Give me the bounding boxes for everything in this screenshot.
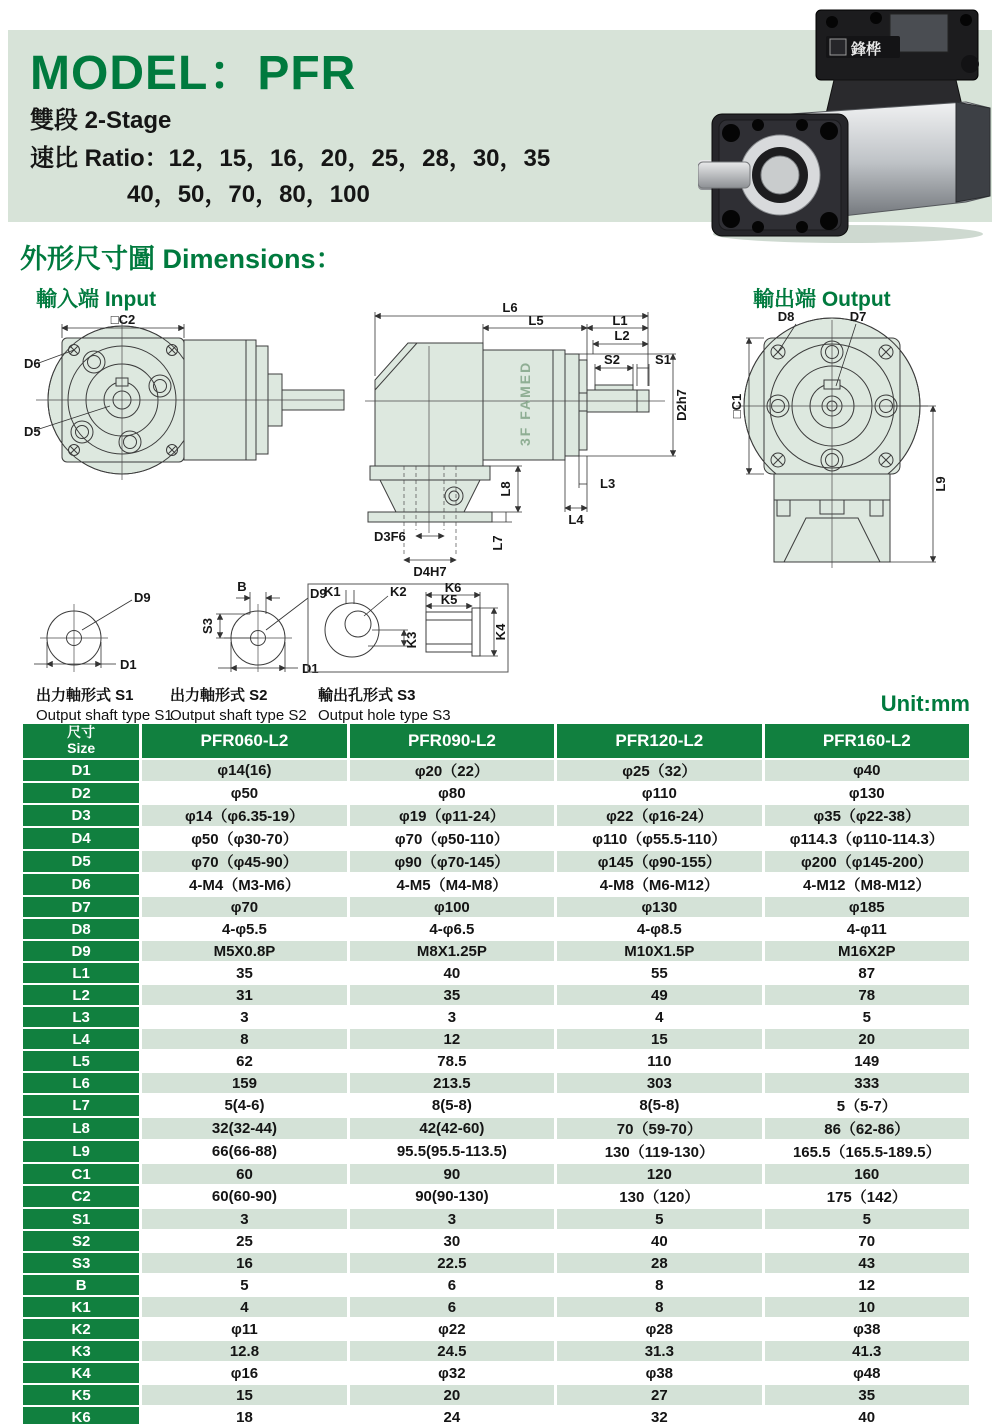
size-label-cell: K1 — [23, 1297, 139, 1317]
value-cell: 20 — [765, 1029, 969, 1049]
value-cell: φ70（φ45-90） — [142, 851, 346, 872]
value-cell: 24 — [350, 1407, 554, 1424]
value-cell: φ70（φ50-110） — [350, 828, 554, 849]
value-cell: 28 — [557, 1253, 761, 1273]
value-cell: 5 — [765, 1007, 969, 1027]
dim-label-s3-k2: K2 — [390, 584, 407, 599]
size-label-cell: D8 — [23, 919, 139, 939]
photo-brand-label: 鋒桦 — [851, 41, 882, 58]
caption-s2 — [170, 686, 307, 725]
value-cell: φ80 — [350, 783, 554, 803]
value-cell: 5 — [765, 1209, 969, 1229]
value-cell: 3 — [350, 1007, 554, 1027]
value-cell: 32(32-44) — [142, 1118, 346, 1139]
size-label-cell: K6 — [23, 1407, 139, 1424]
value-cell: φ14（φ6.35-19） — [142, 805, 346, 826]
side-view-drawing — [360, 298, 692, 586]
value-cell: 3 — [142, 1209, 346, 1229]
value-cell: φ48 — [765, 1363, 969, 1383]
table-row — [23, 1297, 969, 1317]
value-cell: 10 — [765, 1297, 969, 1317]
table-row — [23, 1385, 969, 1405]
value-cell: φ130 — [765, 783, 969, 803]
table-body — [23, 760, 969, 1424]
size-label-cell: C1 — [23, 1164, 139, 1184]
value-cell: 87 — [765, 963, 969, 983]
table-row — [23, 1095, 969, 1116]
size-label-cell: L8 — [23, 1118, 139, 1139]
dim-label-s2-b: B — [237, 580, 247, 594]
table-row — [23, 805, 969, 826]
size-label-cell: B — [23, 1275, 139, 1295]
table-row — [23, 1073, 969, 1093]
spec-table — [20, 722, 972, 1424]
value-cell: 78 — [765, 985, 969, 1005]
value-cell: 42(42-60) — [350, 1118, 554, 1139]
value-cell: 4-M5（M4-M8） — [350, 874, 554, 895]
value-cell: 66(66-88) — [142, 1141, 346, 1162]
size-label-cell: L7 — [23, 1095, 139, 1116]
dim-label-l6: L6 — [502, 300, 518, 315]
table-row — [23, 1007, 969, 1027]
value-cell: 4-M12（M8-M12） — [765, 874, 969, 895]
value-cell: φ90（φ70-145） — [350, 851, 554, 872]
value-cell: 8(5-8) — [350, 1095, 554, 1116]
value-cell: 12 — [350, 1029, 554, 1049]
value-cell: φ70 — [142, 897, 346, 917]
value-cell: φ14(16) — [142, 760, 346, 781]
size-label-cell: D7 — [23, 897, 139, 917]
ratio-line-2: 40，50，70，80，100 — [127, 181, 370, 208]
page-title: MODEL：PFR — [30, 47, 357, 100]
value-cell: 8(5-8) — [557, 1095, 761, 1116]
value-cell: 27 — [557, 1385, 761, 1405]
value-cell: 49 — [557, 985, 761, 1005]
table-row — [23, 1164, 969, 1184]
dim-label-l4: L4 — [568, 512, 584, 527]
value-cell: 12 — [765, 1275, 969, 1295]
value-cell: 20 — [350, 1385, 554, 1405]
table-row — [23, 1118, 969, 1139]
column-header-pfr120: PFR120-L2 — [557, 724, 761, 758]
dim-label-s3-k5: K5 — [440, 592, 458, 607]
caption-s1-zh: 出力軸形式 S1 — [36, 687, 134, 704]
value-cell: 18 — [142, 1407, 346, 1424]
dim-label-l1: L1 — [612, 313, 628, 328]
value-cell: M5X0.8P — [142, 941, 346, 961]
table-row — [23, 963, 969, 983]
size-label-cell: K5 — [23, 1385, 139, 1405]
dim-label-l2: L2 — [614, 328, 630, 343]
caption-s3-en: Output hole type S3 — [318, 706, 451, 724]
size-label-cell: D9 — [23, 941, 139, 961]
value-cell: 5 — [557, 1209, 761, 1229]
value-cell: 15 — [557, 1029, 761, 1049]
value-cell: φ32 — [350, 1363, 554, 1383]
size-header-zh: 尺寸 — [67, 724, 96, 741]
value-cell: 35 — [765, 1385, 969, 1405]
dim-label-s2-d9: D9 — [310, 586, 327, 601]
dim-label-s2-s3: S3 — [200, 618, 215, 634]
table-row — [23, 828, 969, 849]
value-cell: φ19（φ11-24） — [350, 805, 554, 826]
size-label-cell: S1 — [23, 1209, 139, 1229]
table-row — [23, 760, 969, 781]
value-cell: 70 — [765, 1231, 969, 1251]
value-cell: φ40 — [765, 760, 969, 781]
value-cell: 32 — [557, 1407, 761, 1424]
value-cell: φ20（22） — [350, 760, 554, 781]
table-row — [23, 985, 969, 1005]
table-row — [23, 897, 969, 917]
dim-label-s2-d1: D1 — [302, 661, 319, 676]
value-cell: φ16 — [142, 1363, 346, 1383]
value-cell: 55 — [557, 963, 761, 983]
value-cell: 213.5 — [350, 1073, 554, 1093]
table-row — [23, 1231, 969, 1251]
size-header-en: Size — [67, 740, 96, 756]
table-row — [23, 1253, 969, 1273]
value-cell: 78.5 — [350, 1051, 554, 1071]
value-cell: 5(4-6) — [142, 1095, 346, 1116]
table-row — [23, 1275, 969, 1295]
value-cell: φ50 — [142, 783, 346, 803]
table-row — [23, 1186, 969, 1207]
value-cell: 8 — [557, 1275, 761, 1295]
dim-label-s1-d1: D1 — [120, 657, 137, 672]
value-cell: φ11 — [142, 1319, 346, 1339]
dim-label-s3-k3: K3 — [404, 631, 419, 649]
stage-line: 雙段 2-Stage — [30, 107, 172, 134]
dim-label-s3-k4: K4 — [493, 623, 508, 641]
table-row — [23, 783, 969, 803]
value-cell: 41.3 — [765, 1341, 969, 1361]
value-cell: 31 — [142, 985, 346, 1005]
value-cell: φ100 — [350, 897, 554, 917]
size-label-cell: L1 — [23, 963, 139, 983]
caption-s3-zh: 輸出孔形式 S3 — [318, 687, 416, 704]
table-row — [23, 1029, 969, 1049]
value-cell: 8 — [142, 1029, 346, 1049]
value-cell: 4-φ6.5 — [350, 919, 554, 939]
value-cell: 4-M8（M6-M12） — [557, 874, 761, 895]
value-cell: 40 — [557, 1231, 761, 1251]
value-cell: 62 — [142, 1051, 346, 1071]
dim-label-s1: S1 — [655, 352, 671, 367]
size-label-cell: S3 — [23, 1253, 139, 1273]
size-label-cell: K3 — [23, 1341, 139, 1361]
caption-s3 — [318, 686, 451, 725]
output-view-drawing — [720, 308, 990, 580]
caption-s2-en: Output shaft type S2 — [170, 706, 307, 724]
value-cell: φ38 — [557, 1363, 761, 1383]
dim-label-d2h7: D2h7 — [674, 389, 689, 421]
value-cell: φ145（φ90-155） — [557, 851, 761, 872]
value-cell: 70（59-70） — [557, 1118, 761, 1139]
caption-s1-en: Output shaft type S1 — [36, 706, 173, 724]
unit-label: Unit:mm — [880, 691, 970, 716]
value-cell: 149 — [765, 1051, 969, 1071]
value-cell: φ50（φ30-70） — [142, 828, 346, 849]
value-cell: 165.5（165.5-189.5） — [765, 1141, 969, 1162]
dim-label-d6: D6 — [24, 356, 41, 371]
value-cell: 4-φ11 — [765, 919, 969, 939]
value-cell: 22.5 — [350, 1253, 554, 1273]
value-cell: φ25（32） — [557, 760, 761, 781]
value-cell: φ38 — [765, 1319, 969, 1339]
size-label-cell: D3 — [23, 805, 139, 826]
spec-table-wrap — [20, 722, 976, 1424]
value-cell: 120 — [557, 1164, 761, 1184]
table-header-row — [23, 724, 969, 758]
value-cell: 6 — [350, 1275, 554, 1295]
dimensions-heading: 外形尺寸圖 Dimensions： — [20, 244, 343, 274]
value-cell: 4 — [142, 1297, 346, 1317]
size-label-cell: K4 — [23, 1363, 139, 1383]
value-cell: 3 — [142, 1007, 346, 1027]
value-cell: 3 — [350, 1209, 554, 1229]
value-cell: 4-φ5.5 — [142, 919, 346, 939]
value-cell: 43 — [765, 1253, 969, 1273]
dim-label-d5: D5 — [24, 424, 41, 439]
dim-label-s3-k6: K6 — [444, 582, 462, 595]
value-cell: φ185 — [765, 897, 969, 917]
table-row — [23, 1141, 969, 1162]
value-cell: 130（120） — [557, 1186, 761, 1207]
value-cell: 95.5(95.5-113.5) — [350, 1141, 554, 1162]
value-cell: 40 — [765, 1407, 969, 1424]
size-label-cell: L6 — [23, 1073, 139, 1093]
column-header-pfr090: PFR090-L2 — [350, 724, 554, 758]
value-cell: 30 — [350, 1231, 554, 1251]
table-row — [23, 1209, 969, 1229]
value-cell: 31.3 — [557, 1341, 761, 1361]
value-cell: 4-φ8.5 — [557, 919, 761, 939]
value-cell: 90 — [350, 1164, 554, 1184]
value-cell: 60(60-90) — [142, 1186, 346, 1207]
size-label-cell: D2 — [23, 783, 139, 803]
column-header-pfr160: PFR160-L2 — [765, 724, 969, 758]
value-cell: 40 — [350, 963, 554, 983]
shaft-type-s1-drawing — [28, 584, 180, 684]
table-row — [23, 1051, 969, 1071]
dim-label-c1: □C1 — [729, 393, 744, 419]
table-row — [23, 1407, 969, 1424]
table-row — [23, 851, 969, 872]
famed-watermark: 3F FAMED — [517, 360, 533, 446]
size-label-cell: D5 — [23, 851, 139, 872]
value-cell: 5 — [142, 1275, 346, 1295]
size-header-cell — [23, 724, 139, 758]
size-label-cell: L5 — [23, 1051, 139, 1071]
size-label-cell: L2 — [23, 985, 139, 1005]
input-view-drawing — [22, 312, 347, 487]
dim-label-c2: □C2 — [110, 312, 136, 327]
size-label-cell: K2 — [23, 1319, 139, 1339]
dim-label-d3f6: D3F6 — [374, 529, 406, 544]
dim-label-l7: L7 — [490, 535, 505, 551]
dim-label-s3-k1: K1 — [324, 584, 341, 599]
value-cell: 24.5 — [350, 1341, 554, 1361]
dim-label-s2: S2 — [604, 352, 620, 367]
value-cell: 12.8 — [142, 1341, 346, 1361]
table-row — [23, 1363, 969, 1383]
value-cell: 35 — [350, 985, 554, 1005]
value-cell: φ114.3（φ110-114.3） — [765, 828, 969, 849]
value-cell: 5（5-7） — [765, 1095, 969, 1116]
size-label-cell: S2 — [23, 1231, 139, 1251]
dim-label-d8: D8 — [777, 309, 795, 324]
value-cell: φ28 — [557, 1319, 761, 1339]
value-cell: 15 — [142, 1385, 346, 1405]
dim-label-l5: L5 — [528, 313, 544, 328]
value-cell: 25 — [142, 1231, 346, 1251]
table-row — [23, 874, 969, 895]
output-view-label: 輸出端 Output — [753, 288, 891, 311]
size-label-cell: C2 — [23, 1186, 139, 1207]
size-label-cell: L3 — [23, 1007, 139, 1027]
value-cell: φ22 — [350, 1319, 554, 1339]
value-cell: φ110 — [557, 783, 761, 803]
value-cell: 16 — [142, 1253, 346, 1273]
table-row — [23, 941, 969, 961]
dim-label-d4h7: D4H7 — [413, 564, 447, 579]
size-label-cell: L4 — [23, 1029, 139, 1049]
value-cell: φ22（φ16-24） — [557, 805, 761, 826]
size-label-cell: D1 — [23, 760, 139, 781]
column-header-pfr060: PFR060-L2 — [142, 724, 346, 758]
value-cell: M8X1.25P — [350, 941, 554, 961]
product-photo — [698, 4, 994, 244]
value-cell: φ200（φ145-200） — [765, 851, 969, 872]
table-row — [23, 1319, 969, 1339]
caption-s1 — [36, 686, 173, 725]
size-label-cell: D4 — [23, 828, 139, 849]
dim-label-l8: L8 — [498, 481, 513, 497]
value-cell: 333 — [765, 1073, 969, 1093]
value-cell: φ130 — [557, 897, 761, 917]
value-cell: M10X1.5P — [557, 941, 761, 961]
value-cell: 6 — [350, 1297, 554, 1317]
size-label-cell: L9 — [23, 1141, 139, 1162]
dim-label-l9: L9 — [933, 476, 948, 492]
value-cell: M16X2P — [765, 941, 969, 961]
value-cell: 35 — [142, 963, 346, 983]
size-label-cell: D6 — [23, 874, 139, 895]
value-cell: 110 — [557, 1051, 761, 1071]
value-cell: 159 — [142, 1073, 346, 1093]
caption-s2-zh: 出力軸形式 S2 — [170, 687, 268, 704]
table-row — [23, 919, 969, 939]
value-cell: 303 — [557, 1073, 761, 1093]
value-cell: 90(90-130) — [350, 1186, 554, 1207]
dim-label-l3: L3 — [600, 476, 616, 491]
table-row — [23, 1341, 969, 1361]
value-cell: 130（119-130） — [557, 1141, 761, 1162]
value-cell: 160 — [765, 1164, 969, 1184]
input-view-label: 輸入端 Input — [36, 288, 157, 311]
value-cell: 86（62-86） — [765, 1118, 969, 1139]
value-cell: 60 — [142, 1164, 346, 1184]
value-cell: 8 — [557, 1297, 761, 1317]
ratio-line-1: 速比 Ratio：12，15，16，20，25，28，30，35 — [30, 145, 551, 172]
value-cell: φ110（φ55.5-110） — [557, 828, 761, 849]
value-cell: 4-M4（M3-M6） — [142, 874, 346, 895]
hole-type-s3-drawing — [306, 582, 510, 684]
value-cell: 175（142） — [765, 1186, 969, 1207]
dim-label-s1-d9: D9 — [134, 590, 151, 605]
value-cell: 4 — [557, 1007, 761, 1027]
value-cell: φ35（φ22-38） — [765, 805, 969, 826]
dim-label-d7: D7 — [849, 309, 867, 324]
